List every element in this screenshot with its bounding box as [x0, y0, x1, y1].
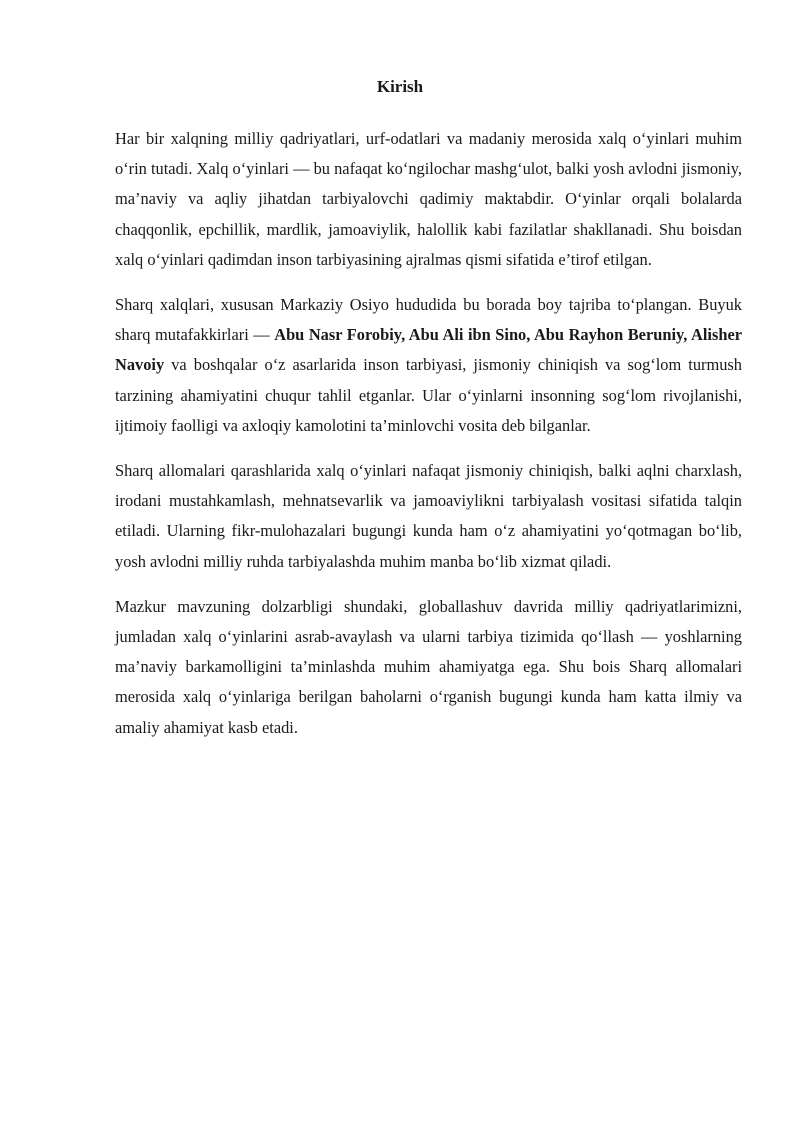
paragraph-3: Sharq allomalari qarashlarida xalq o‘yinlari nafaqat jismoniy chiniqish, balki aqlni charxlash, irodani mustahkamlash, mehnatsevarlik va jamoaviylikni tarbiyalash vositasi sifatida talqin etiladi. Ularning fikr-mulohazalari bugungi kunda ham o‘z ahamiyatini yo‘qotmagan bo‘lib, yosh avlodni milliy ruhda tarbiyalashda muhim manba bo‘lib xizmat qiladi.: [115, 461, 742, 571]
document-body: [115, 124, 742, 758]
page-title: Kirish: [376, 77, 424, 96]
paragraph-4: Mazkur mavzuning dolzarbligi shundaki, globallashuv davrida milliy qadriyatlarimizni, jumladan xalq o‘yinlarini asrab-avaylash va ularni tarbiya tizimida qo‘llash — yoshlarning ma’naviy barkamolligini ta’minlashda muhim ahamiyatga ega. Shu bois Sharq allomalari merosida xalq o‘yinlariga berilgan baholarni o‘rganish bugungi kunda ham katta ilmiy va amaliy ahamiyat kasb etadi.: [115, 596, 742, 737]
paragraph-1: Har bir xalqning milliy qadriyatlari, urf-odatlari va madaniy merosida xalq o‘yinlari muhim o‘rin tutadi. Xalq o‘yinlari — bu nafaqat ko‘ngilochar mashg‘ulot, balki yosh avlodni jismoniy, ma’naviy va aqliy jihatdan tarbiyalovchi qadimiy maktabdir. O‘yinlar orqali bolalarda chaqqonlik, epchillik, mardlik, jamoaviylik, halollik kabi fazilatlar shakllanadi. Shu boisdan xalq o‘yinlari qadimdan inson tarbiyasining ajralmas qismi sifatida e’tirof etilgan.: [115, 129, 742, 269]
paragraph-2-text-after: va boshqalar o‘z asarlarida inson tarbiyasi, jismoniy chiniqish va sog‘lom turmush tarzining ahamiyatini chuqur tahlil etganlar. Ular o‘yinlarni insonning sog‘lom rivojlanishi, ijtimoiy faolligi va axloqiy kamolotini ta’minlovchi vosita deb bilganlar.: [115, 355, 742, 435]
paragraph-2-text-before: Sharq xalqlari, xususan Markaziy Osiyo hududida bu borada boy tajriba to‘plangan. Buyuk sharq mutafakkirlari —: [115, 295, 742, 345]
paragraph-2-bold-names: Abu Nasr Forobiy, Abu Ali ibn Sino, Abu Rayhon Beruniy, Alisher Navoiy: [115, 325, 743, 375]
paragraph-2: [115, 290, 742, 441]
